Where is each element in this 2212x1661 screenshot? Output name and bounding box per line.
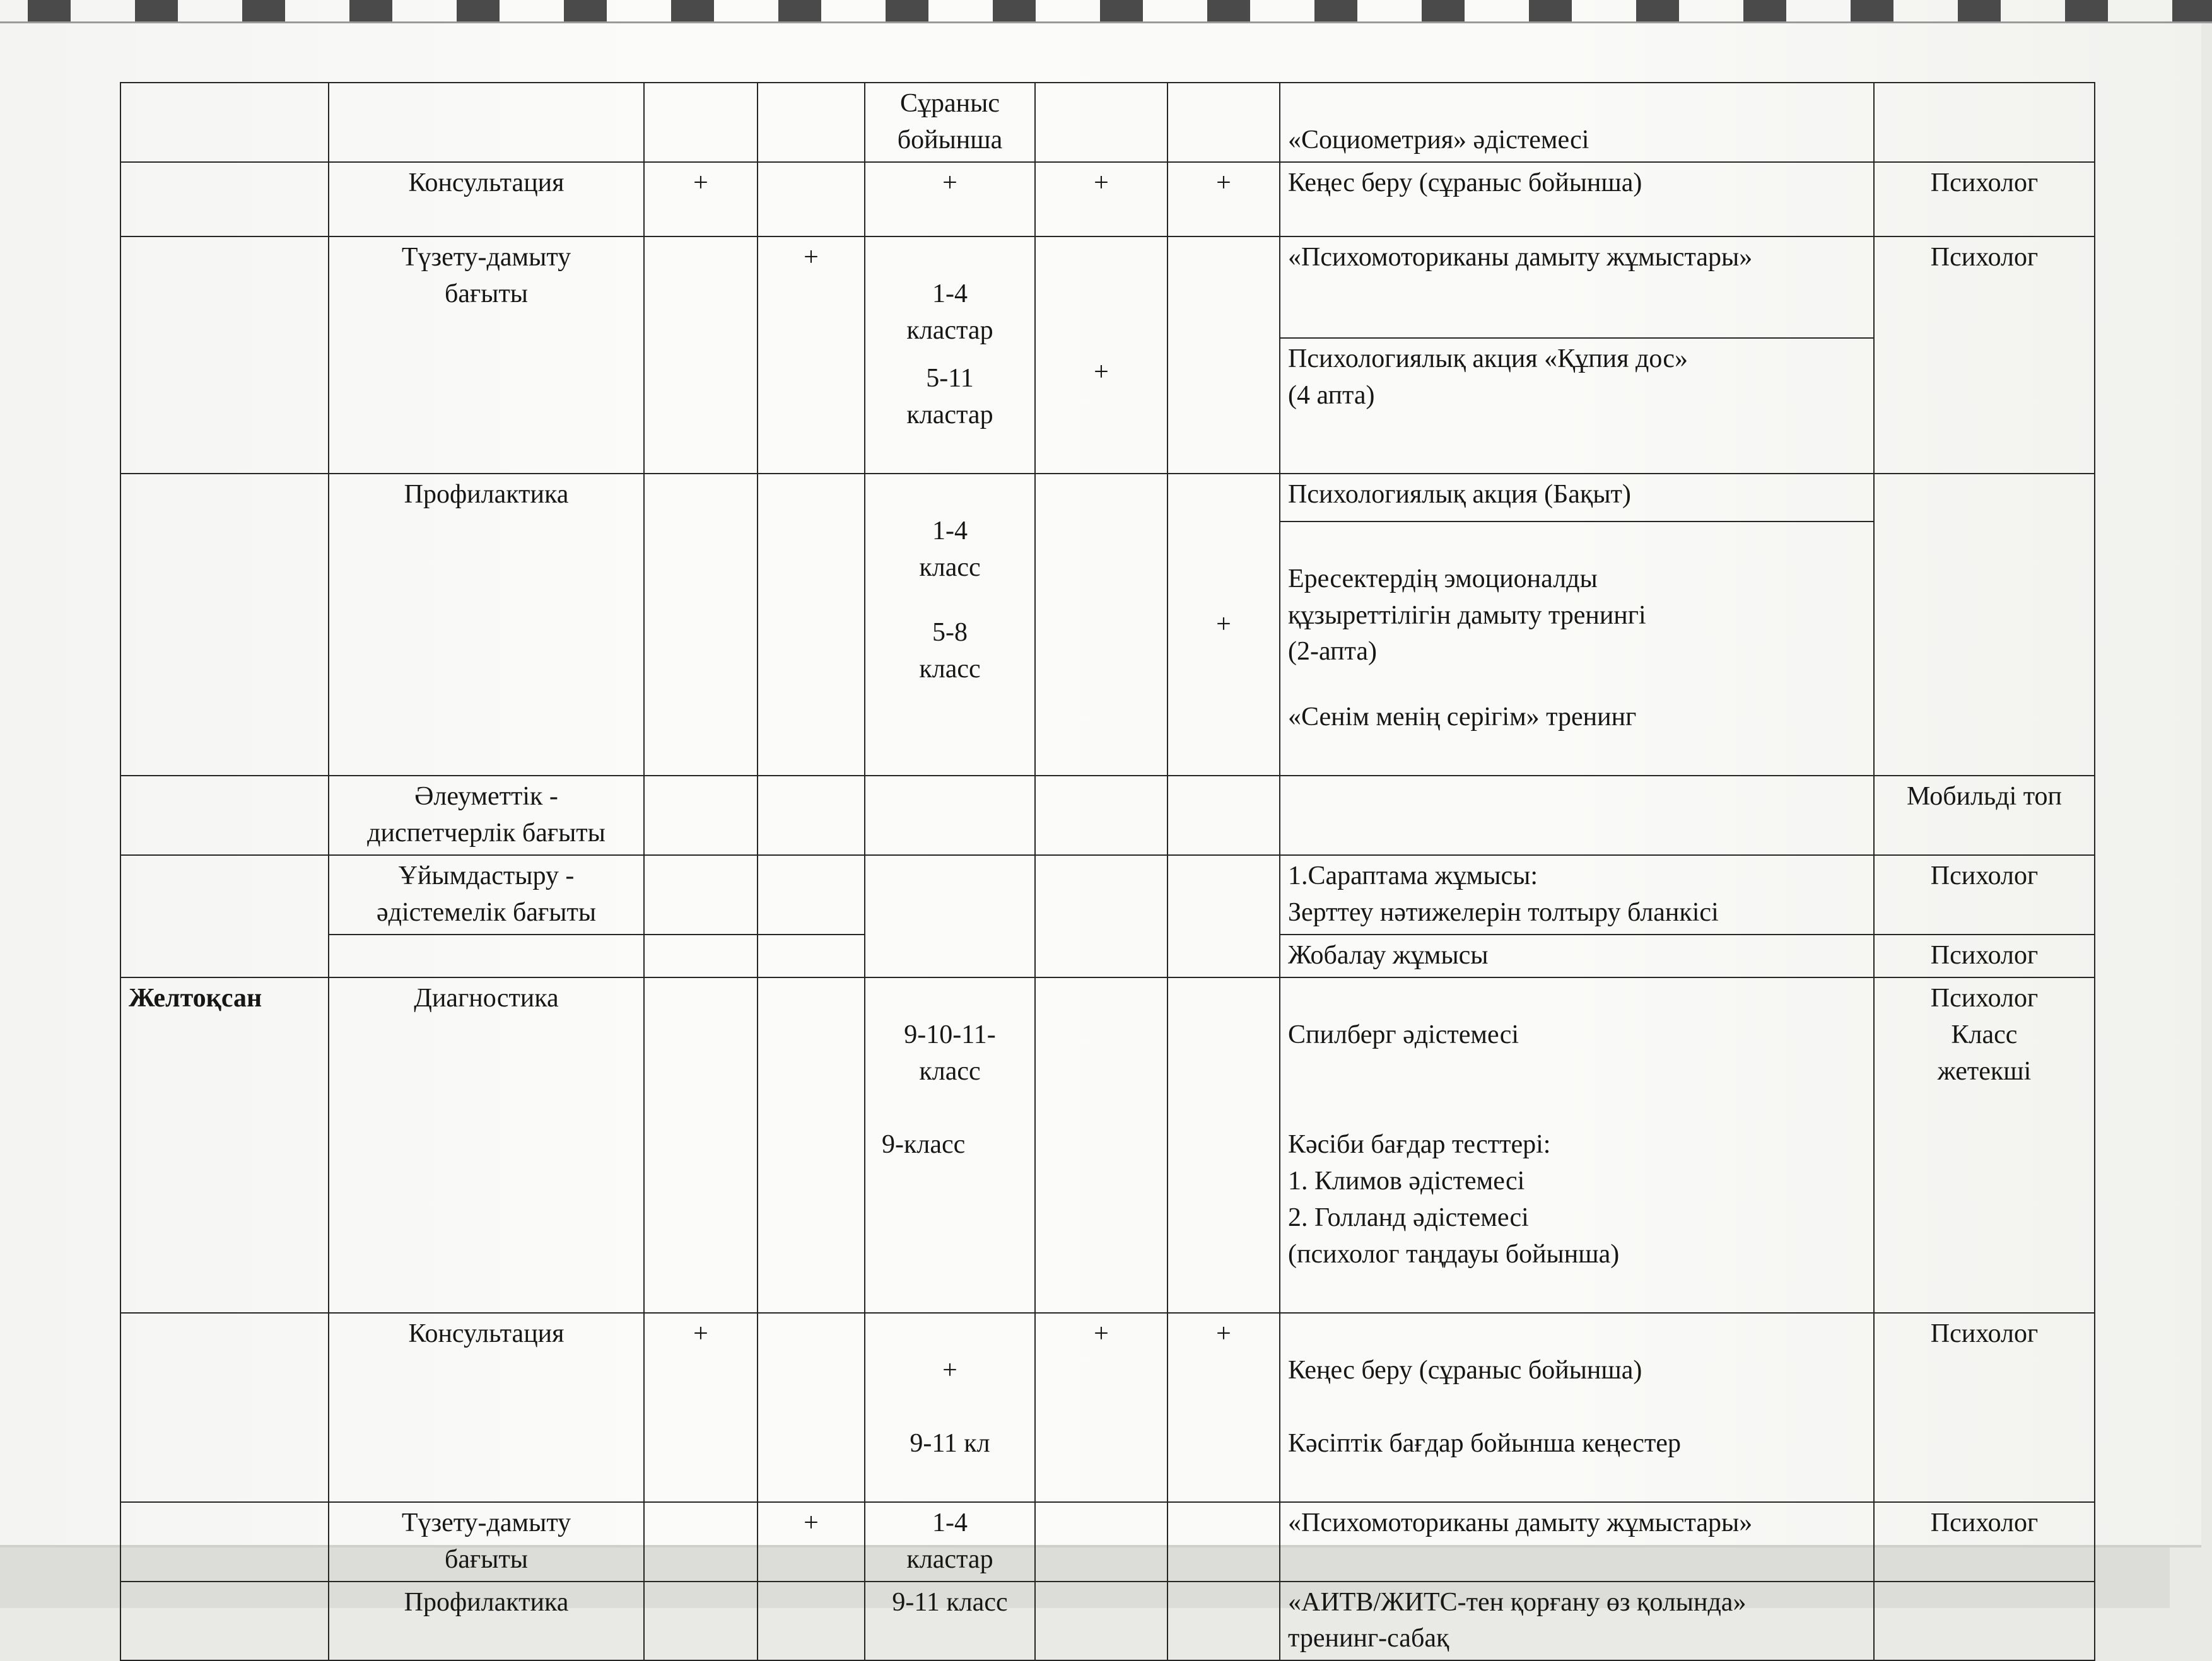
responsible-cell: Мобильді топ <box>1874 776 2095 855</box>
direction-cell: Түзету-дамыту бағыты <box>329 1502 644 1582</box>
grade-cell <box>865 977 1035 1313</box>
grade-lower: 9-класс <box>882 1129 966 1159</box>
mark-cell-a <box>644 83 758 162</box>
direction-cell: Әлеуметтік - диспетчерлік бағыты <box>329 776 644 855</box>
grade-cell: 1-4 кластар <box>865 1502 1035 1582</box>
activity-cell: «Психомоториканы дамыту жұмыстары» <box>1280 236 1874 338</box>
table-row <box>120 162 2095 236</box>
grade-cell <box>865 855 1035 977</box>
responsible-cell: Психолог <box>1874 162 2095 236</box>
mark-cell-a <box>644 236 758 474</box>
table-row <box>120 474 2095 522</box>
activity-cell: «АИТВ/ЖИТС-тен қорғану өз қолында» тренинг-сабақ <box>1280 1582 1874 1661</box>
grade-upper: 9-10-11- класс <box>904 1020 996 1087</box>
mark-cell-d <box>1167 1582 1280 1661</box>
month-cell: Желтоқсан <box>120 977 329 1313</box>
grade-cell: + <box>865 162 1035 236</box>
month-cell <box>120 474 329 776</box>
mark-cell-d: + <box>1167 162 1280 236</box>
month-cell <box>120 855 329 977</box>
activity-cell: Кеңес беру (сұраныс бойынша) <box>1280 162 1874 236</box>
grade-cell <box>865 236 1035 474</box>
table-row <box>120 1502 2095 1582</box>
month-cell <box>120 776 329 855</box>
mark-cell-a <box>644 1502 758 1582</box>
activity-cell <box>1280 977 1874 1313</box>
mark-cell-b <box>758 977 865 1313</box>
grade-lower: 9-11 кл <box>910 1428 990 1458</box>
month-cell <box>120 1502 329 1582</box>
direction-cell: Профилактика <box>329 1582 644 1661</box>
activity-cell <box>1280 1313 1874 1502</box>
mark-cell-c <box>1035 83 1167 162</box>
activity-cell: Психологиялық акция «Құпия дос» (4 апта) <box>1280 338 1874 474</box>
activity-text: Кеңес беру (сұраныс бойынша) <box>1288 1355 1642 1385</box>
month-cell <box>120 1582 329 1661</box>
mark-cell-b <box>758 83 865 162</box>
table-row <box>120 1582 2095 1661</box>
activity-cell: Психологиялық акция (Бақыт) <box>1280 474 1874 522</box>
responsible-cell: Психолог <box>1874 1313 2095 1502</box>
mark-cell-a: + <box>644 162 758 236</box>
mark-cell-c <box>1035 776 1167 855</box>
responsible-cell <box>1874 83 2095 162</box>
mark-cell-c <box>1035 977 1167 1313</box>
grade-lower: 5-8 класс <box>919 618 981 684</box>
grade-cell <box>865 776 1035 855</box>
month-cell <box>120 1313 329 1502</box>
responsible-cell: Психолог <box>1874 236 2095 474</box>
mark-cell-a <box>644 776 758 855</box>
mark-cell-b: + <box>758 1502 865 1582</box>
grade-cell: 9-11 класс <box>865 1582 1035 1661</box>
direction-cell: Ұйымдастыру - әдістемелік бағыты <box>329 855 644 935</box>
mark-cell-a: + <box>644 1313 758 1502</box>
grade-cell: Сұраныс бойынша <box>865 83 1035 162</box>
table-row <box>120 1313 2095 1502</box>
activity-text: Ересектердің эмоционалды құзыреттілігін дамыту тренингі (2-апта) <box>1288 564 1646 667</box>
mark-cell-b <box>758 1313 865 1502</box>
activity-text: Кәсіптік бағдар бойынша кеңестер <box>1288 1428 1681 1458</box>
mark-cell-b <box>758 776 865 855</box>
direction-cell <box>329 83 644 162</box>
mark-cell-d <box>1167 1502 1280 1582</box>
month-cell <box>120 236 329 474</box>
mark-cell-c <box>1035 1502 1167 1582</box>
activity-cell <box>1280 522 1874 776</box>
responsible-cell: Психолог <box>1874 935 2095 977</box>
activity-cell <box>1280 776 1874 855</box>
table-row <box>120 855 2095 935</box>
responsible-cell: Психолог <box>1874 855 2095 935</box>
activity-text: «Сенім менің серігім» тренинг <box>1288 702 1637 732</box>
table-row <box>120 977 2095 1313</box>
responsible-cell <box>1874 474 2095 776</box>
table-row <box>120 83 2095 162</box>
grade-upper: 1-4 кластар <box>906 279 993 345</box>
grade-cell <box>865 1313 1035 1502</box>
grade-upper: + <box>942 1355 957 1385</box>
mark-cell-b <box>758 474 865 776</box>
grade-cell <box>865 474 1035 776</box>
mark-cell-d <box>1167 83 1280 162</box>
direction-cell: Түзету-дамыту бағыты <box>329 236 644 474</box>
activity-text: Кәсіби бағдар тесттері: 1. Климов әдістемесі 2. Голланд әдістемесі (психолог таңдауы бойынша) <box>1288 1130 1620 1269</box>
mark-cell-d <box>1167 855 1280 977</box>
month-cell <box>120 83 329 162</box>
mark-cell-c: + <box>1035 1313 1167 1502</box>
mark-cell-d <box>1167 236 1280 474</box>
mark-cell-d <box>1167 776 1280 855</box>
direction-cell: Профилактика <box>329 474 644 776</box>
mark-cell-d: + <box>1167 474 1280 776</box>
activity-cell: 1.Сараптама жұмысы: Зерттеу нәтижелерін толтыру бланкісі <box>1280 855 1874 935</box>
direction-cell <box>329 935 644 977</box>
direction-cell: Консультация <box>329 162 644 236</box>
responsible-cell: Психолог Класс жетекші <box>1874 977 2095 1313</box>
responsible-cell: Психолог <box>1874 1502 2095 1582</box>
month-cell <box>120 162 329 236</box>
mark-cell-b <box>758 935 865 977</box>
mark-cell-c: + <box>1035 236 1167 474</box>
activity-cell: «Психомоториканы дамыту жұмыстары» <box>1280 1502 1874 1582</box>
mark-cell-a <box>644 855 758 935</box>
table-row <box>120 236 2095 338</box>
mark-cell-b <box>758 1582 865 1661</box>
responsible-cell <box>1874 1582 2095 1661</box>
mark-cell-a <box>644 1582 758 1661</box>
mark-cell-a <box>644 977 758 1313</box>
activity-cell: Жобалау жұмысы <box>1280 935 1874 977</box>
mark-cell-c <box>1035 474 1167 776</box>
mark-cell-a <box>644 935 758 977</box>
mark-cell-c <box>1035 1582 1167 1661</box>
mark-cell-b <box>758 855 865 935</box>
mark-cell-d: + <box>1167 1313 1280 1502</box>
direction-cell: Диагностика <box>329 977 644 1313</box>
mark-cell-d <box>1167 977 1280 1313</box>
direction-cell: Консультация <box>329 1313 644 1502</box>
mark-cell-c: + <box>1035 162 1167 236</box>
mark-cell-a <box>644 474 758 776</box>
work-plan-table <box>120 82 2095 1661</box>
spiral-binding <box>0 0 2212 23</box>
activity-text: Спилберг әдістемесі <box>1288 1020 1519 1050</box>
mark-cell-c <box>1035 855 1167 977</box>
grade-upper: 1-4 класс <box>919 516 981 582</box>
mark-cell-b <box>758 162 865 236</box>
mark-cell-b: + <box>758 236 865 474</box>
table-row <box>120 776 2095 855</box>
grade-lower: 5-11 кластар <box>906 363 993 429</box>
activity-cell: «Социометрия» әдістемесі <box>1280 83 1874 162</box>
